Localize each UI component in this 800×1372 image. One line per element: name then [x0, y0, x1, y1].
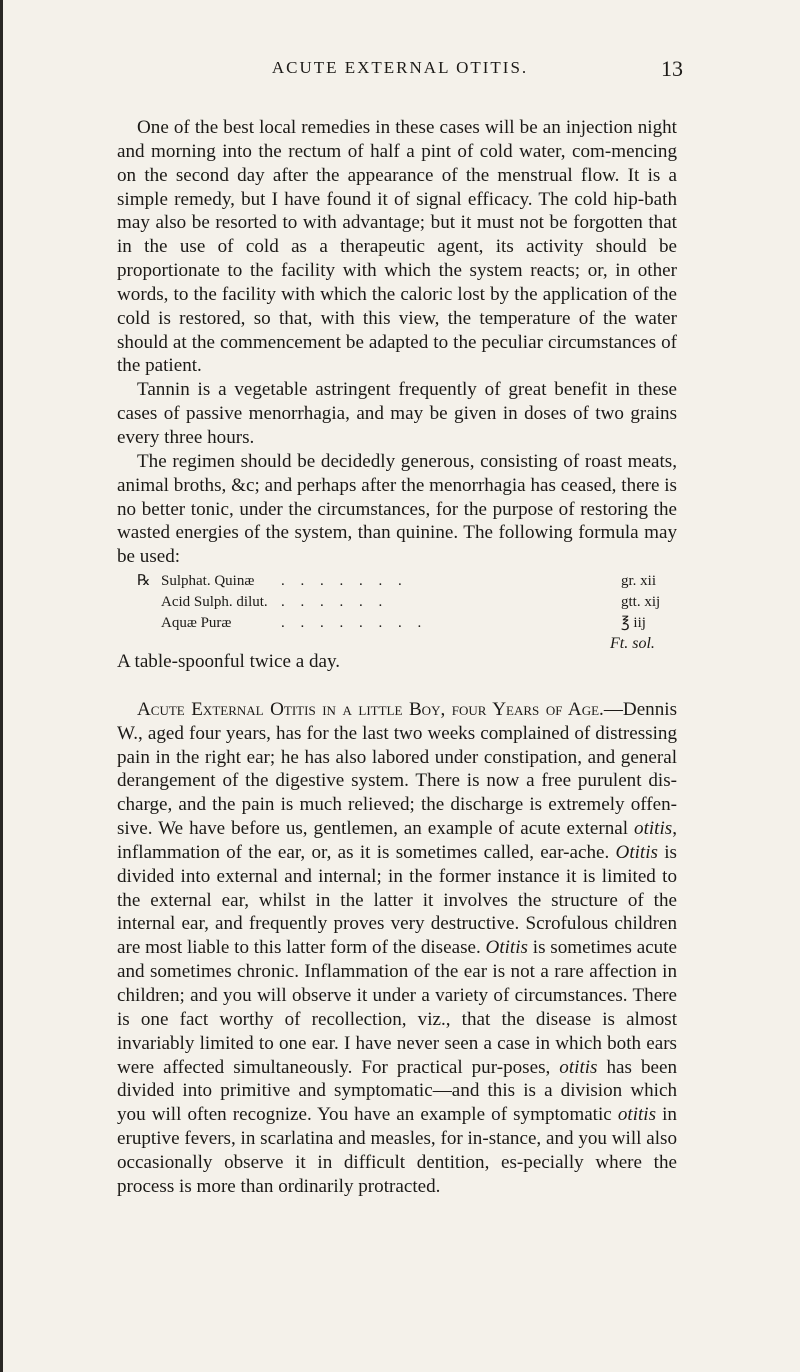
formula-dose: gr. xii — [621, 573, 657, 590]
running-head: ACUTE EXTERNAL OTITIS. — [271, 58, 529, 77]
case-text: in eruptive fevers, in scarlatina and measles, for in-stance, and you will also occasionally observe it in difficult dentition, es-pecially where the process is more than ordinarily protracted. — [117, 1104, 677, 1197]
page-header — [0, 56, 800, 86]
case-report-paragraph — [117, 698, 677, 1199]
formula-leader-dots: . . . . . . . — [281, 573, 408, 590]
page-edge-rule — [0, 0, 3, 1372]
medical-term: otitis — [634, 818, 673, 840]
formula-leader-dots: . . . . . . . . — [281, 615, 428, 632]
formula-leader-dots: . . . . . . — [281, 594, 389, 611]
formula-ingredient: Sulphat. Quinæ — [161, 573, 255, 590]
case-text: has been divided into primitive and symptomatic—and this is a division which you will often recognize. You have an example of symptomatic — [117, 1056, 677, 1126]
formula-ingredient: Acid Sulph. dilut. — [161, 594, 268, 611]
case-title: Acute External Otitis in a little Boy, four Years of Age. — [137, 698, 604, 720]
medical-term: otitis — [559, 1056, 598, 1078]
paragraph-tannin: Tannin is a vegetable astringent frequently of great benefit in these cases of passive menorrhagia, and may be given in doses of two grains every three hours. — [117, 379, 677, 448]
formula-dose: gtt. xij — [621, 594, 661, 611]
formula-signature: Ft. sol. — [610, 635, 655, 653]
prescription-formula — [117, 571, 677, 653]
formula-row — [117, 592, 677, 613]
medical-term: Otitis — [485, 937, 528, 959]
case-text: —Dennis W., aged four years, has for the last two weeks complained of distressing pain in the right ear; he has also labored under constipation, and general derangement of the digestive system. There is now a free purulent dis-charge, and the pain is much relieved; the discharge is extremely offen-sive. We have before us, gentlemen, an example of acute external — [117, 698, 677, 840]
page-number: 13 — [661, 56, 683, 81]
medical-term: otitis — [617, 1104, 657, 1126]
dosage-directions: A table-spoonful twice a day. — [117, 651, 341, 673]
formula-ingredient: Aquæ Puræ — [161, 615, 232, 632]
page-body — [117, 116, 677, 1199]
case-text: is sometimes acute and sometimes chronic. Inflammation of the ear is not a rare affection in children; and you will observe it under a variety of circumstances. There is one fact worthy of recollection, viz., that the disease is almost invariably limited to one ear. I have never seen a case in which both ears were affected simultaneously. For practical pur-poses, — [117, 937, 677, 1078]
formula-row — [117, 613, 677, 634]
medical-term: Otitis — [615, 841, 658, 863]
paragraph-regimen: The regimen should be decidedly generous, consisting of roast meats, animal broths, &c; and perhaps after the menorrhagia has ceased, there is no better tonic, under the circumstances, for the purpose of restoring the wasted energies of the system, than quinine. The following formula may be used: — [117, 450, 677, 568]
formula-row — [117, 571, 677, 592]
case-text: , inflammation of the ear, or, as it is sometimes called, ear-ache. — [117, 818, 677, 863]
recipe-symbol: ℞ — [137, 573, 151, 590]
paragraph-cold-water-remedy: One of the best local remedies in these cases will be an injection night and morning into the rectum of half a pint of cold water, com-mencing on the second day after the appearance of the menstrual flow. It is a simple remedy, but I have found it of signal efficacy. The cold hip-bath may also be resorted to with advantage; but it must not be forgotten that in the use of cold as a therapeutic agent, its activity should be proportionate to the facility with which the system reacts; or, in other words, to the facility with which the caloric lost by the application of the cold is restored, so that, with this view, the temperature of the water should at the commencement be adapted to the peculiar circumstances of the patient. — [117, 117, 677, 377]
case-text: is divided into external and internal; in the former instance it is limited to the external ear, whilst in the latter it involves the structure of the internal ear, and frequently proves very destructive. Scrofulous children are most liable to this latter form of the disease. — [117, 841, 677, 959]
formula-dose: ℥ iij — [621, 615, 646, 632]
